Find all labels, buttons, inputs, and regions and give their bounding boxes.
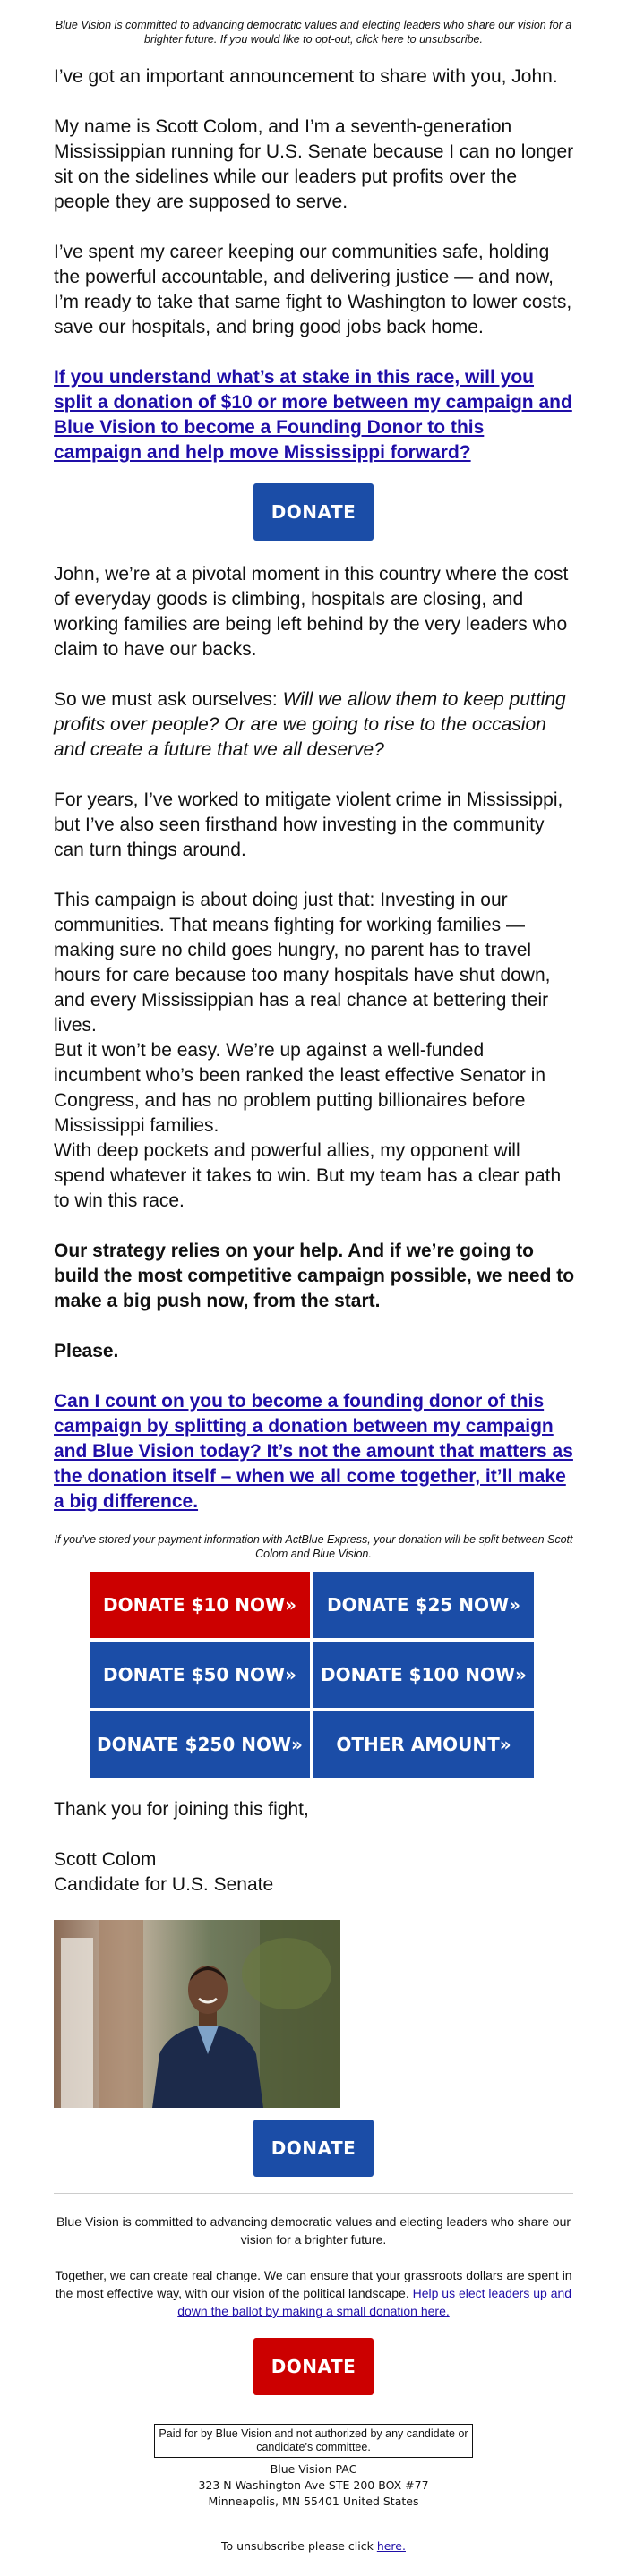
donate-button-footer[interactable]: DONATE [253,2338,374,2395]
pac-address-line2: Minneapolis, MN 55401 United States [208,2495,419,2508]
investing-paragraph: This campaign is about doing just that: Investing in our communities. That means fighting for working families — making sure no child goes hungry, no parent has to travel hours for care because too many hospitals have shut down, and every Mississippian has a real chance at bettering their lives. [54,890,551,1036]
footer-mission: Blue Vision is committed to advancing democratic values and electing leaders who share our vision for a brighter future. [56,2214,571,2247]
unsubscribe-link[interactable]: here. [376,2539,406,2553]
donate-100-button[interactable]: DONATE $100 NOW» [314,1642,534,1708]
footer-divider [54,2193,573,2194]
incumbent-paragraph: But it won’t be easy. We’re up against a well-funded incumbent who’s been ranked the least effective Senator in Congress, and has no problem putting billionaires before Mississippi families. [54,1040,546,1136]
paid-for-disclaimer: Paid for by Blue Vision and not authorized by any candidate or candidate’s committee. [154,2424,473,2458]
donate-50-button[interactable]: DONATE $50 NOW» [90,1642,310,1708]
ask-ourselves-paragraph [54,687,575,763]
please-paragraph: Please. [54,1341,119,1361]
greeting-paragraph: I’ve got an important announcement to share with you, John. [54,66,558,87]
donate-25-button[interactable]: DONATE $25 NOW» [314,1572,534,1638]
thanks-line: Thank you for joining this fight, [54,1799,309,1820]
candidate-photo [54,1920,340,2108]
donate-button-top[interactable]: DONATE [253,483,374,541]
pac-name: Blue Vision PAC [270,2462,357,2476]
pac-address-line1: 323 N Washington Ave STE 200 BOX #77 [198,2478,429,2492]
pivotal-moment-paragraph: John, we’re at a pivotal moment in this country where the cost of everyday goods is climbing, hospitals are closing, and working families are being left behind by the very leaders who claim to have our backs. [54,564,569,660]
signature-title: Candidate for U.S. Senate [54,1874,274,1895]
strategy-paragraph: Our strategy relies on your help. And if we’re going to build the most competitive campaign possible, we need to make a big push now, from the start. [54,1241,575,1311]
ask-ourselves-lead: So we must ask ourselves: [54,689,283,710]
founding-donor-ask-link[interactable]: If you understand what’s at stake in this race, will you split a donation of $10 or more between my campaign and Blue Vision to become a Founding Donor to this campaign and help move Mississippi forward? [54,367,572,463]
intro-paragraph: My name is Scott Colom, and I’m a seventh-generation Mississippian running for U.S. Senate because I can no longer sit on the sidelines while our leaders put profits over the people they are supposed to serve. [54,116,574,212]
split-donation-ask-link[interactable]: Can I count on you to become a founding donor of this campaign by splitting a donation between my campaign and Blue Vision today? It’s not the amount that matters as the donation itself – when we all come together, it’ll make a big difference. [54,1391,573,1512]
small-donation-link[interactable]: Help us elect leaders up and down the ballot by making a small donation here. [177,2286,572,2318]
donate-10-button[interactable]: DONATE $10 NOW» [90,1572,310,1638]
ask-ourselves-question: Will we allow them to keep putting profits over people? Or are we going to rise to the occasion and create a future that we all deserve? [54,689,566,760]
violent-crime-paragraph: For years, I’ve worked to mitigate violent crime in Mississippi, but I’ve also seen firsthand how investing in the community can turn things around. [54,789,563,860]
donate-button-bottom[interactable]: DONATE [253,2120,374,2177]
footer-together-text: Together, we can create real change. We can ensure that your grassroots dollars are spent in the most effective way, with our vision of the political landscape. [55,2268,572,2300]
unsubscribe-text: To unsubscribe please click [221,2539,377,2553]
footer-together [54,2266,573,2320]
career-paragraph: I’ve spent my career keeping our communities safe, holding the powerful accountable, and delivering justice — and now, I’m ready to take that same fight to Washington to lower costs, save our hospitals, and bring good jobs back home. [54,242,572,337]
opponent-paragraph: With deep pockets and powerful allies, my opponent will spend whatever it takes to win. But my team has a clear path to win this race. [54,1140,562,1211]
donate-250-button[interactable]: DONATE $250 NOW» [90,1711,310,1778]
header-opt-out-note: Blue Vision is committed to advancing democratic values and electing leaders who share our vision for a brighter future. If you would like to opt-out, click here to unsubscribe. [55,19,572,46]
actblue-express-note: If you’ve stored your payment information with ActBlue Express, your donation will be split between Scott Colom and Blue Vision. [54,1533,573,1560]
unsubscribe-line [54,2538,573,2555]
other-amount-button[interactable]: OTHER AMOUNT» [314,1711,534,1778]
signature-name: Scott Colom [54,1849,157,1870]
